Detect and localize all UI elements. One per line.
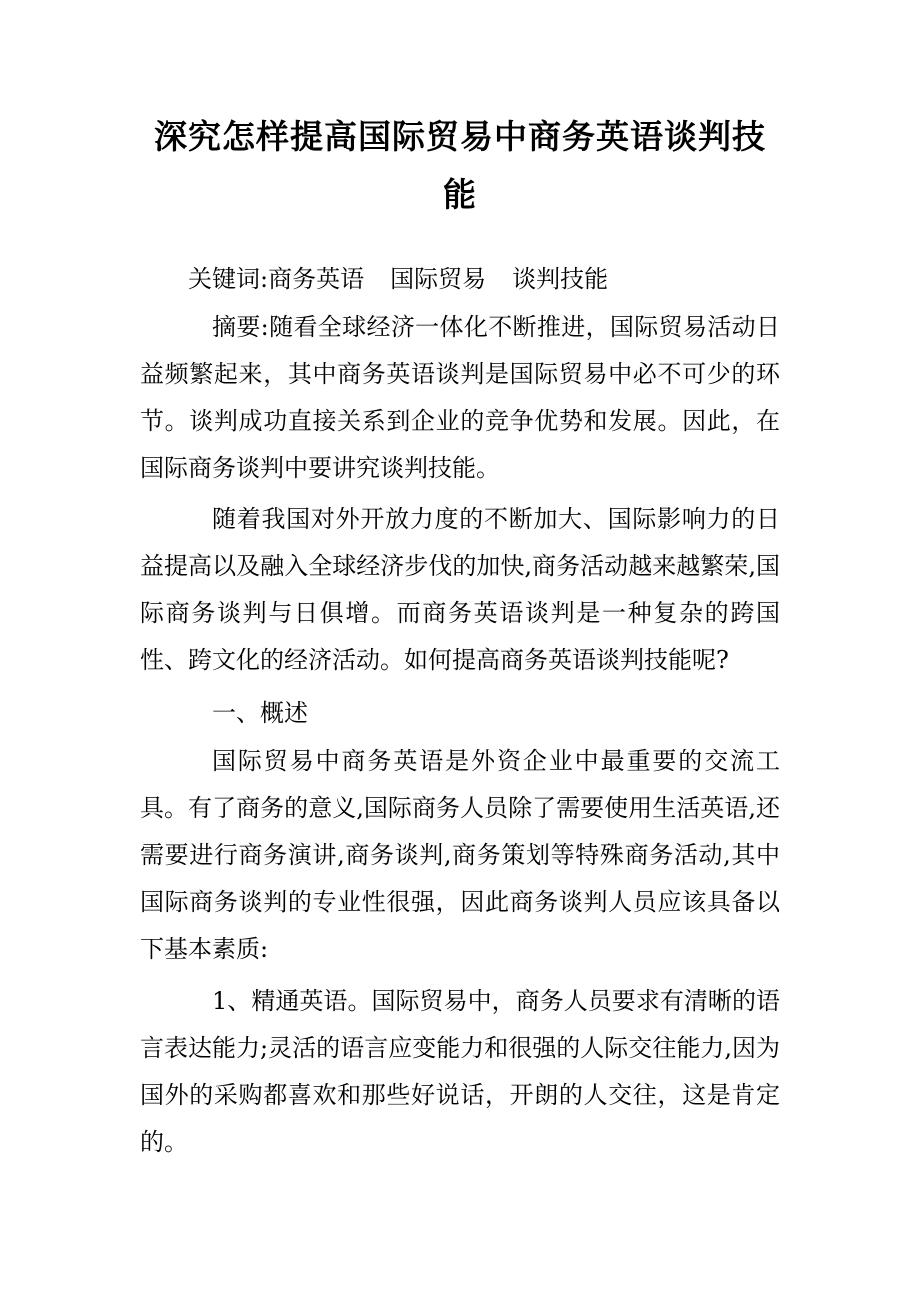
intro-paragraph: 随着我国对外开放力度的不断加大、国际影响力的日益提高以及融入全球经济步伐的加快,商务活动越来越繁荣,国际商务谈判与日俱增。而商务英语谈判是一种复杂的跨国性、跨文化的经济活动。如何提高商务英语谈判技能呢?	[140, 505, 780, 674]
section-heading: 一、概述	[212, 699, 308, 727]
list-item-paragraph: 1、精通英语。国际贸易中，商务人员要求有清晰的语言表达能力;灵活的语言应变能力和很强的人际交往能力,因为国外的采购都喜欢和那些好说话，开朗的人交往，这是肯定的。	[140, 987, 780, 1156]
keywords-label: 关键词:	[188, 265, 269, 293]
overview-paragraph: 国际贸易中商务英语是外资企业中最重要的交流工具。有了商务的意义,国际商务人员除了需要使用生活英语,还需要进行商务演讲,商务谈判,商务策划等特殊商务活动,其中国际商务谈判的专业性很强，因此商务谈判人员应该具备以下基本素质:	[140, 747, 780, 963]
document-title: 深究怎样提高国际贸易中商务英语谈判技能	[154, 117, 766, 214]
keyword-item: 国际贸易	[390, 265, 487, 293]
keyword-item: 商务英语	[268, 265, 365, 293]
keyword-item: 谈判技能	[512, 265, 609, 293]
abstract-paragraph: 摘要:随看全球经济一体化不断推进，国际贸易活动日益频繁起来，其中商务英语谈判是国际贸易中必不可少的环节。谈判成功直接关系到企业的竞争优势和发展。因此，在国际商务谈判中要讲究谈判技能。	[140, 313, 780, 482]
keywords-line	[188, 256, 780, 303]
